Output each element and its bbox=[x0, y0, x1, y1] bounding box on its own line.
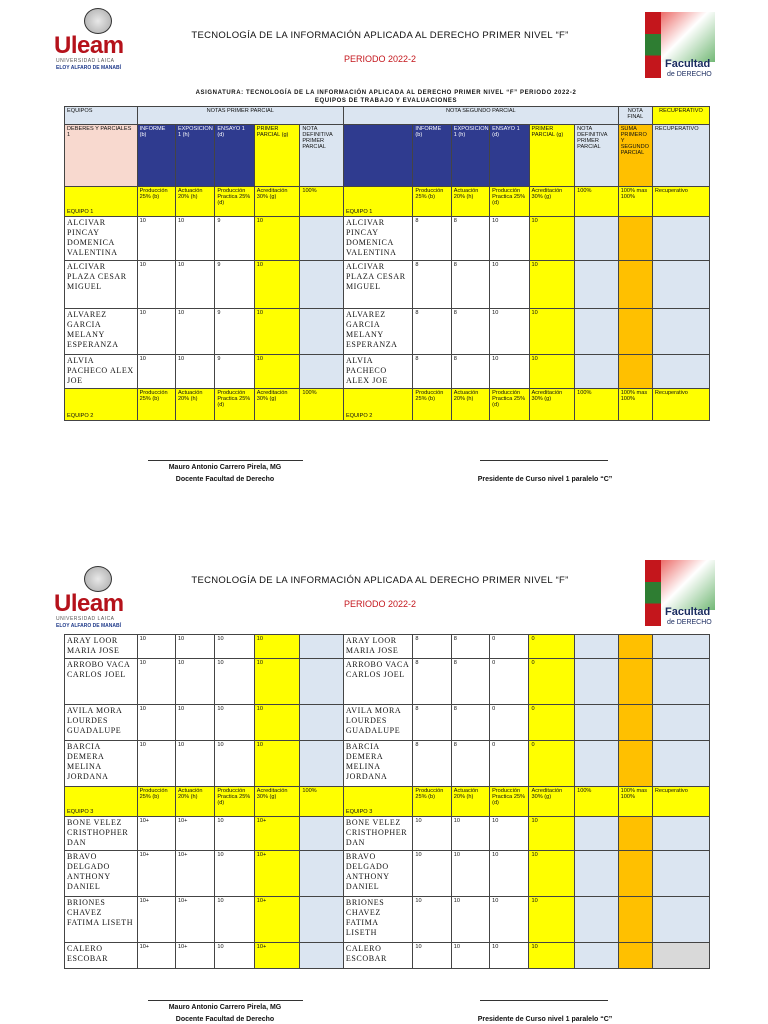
grade-cell: 10 bbox=[137, 355, 175, 389]
grade-cell: 0 bbox=[490, 705, 529, 741]
weight-cell: 100% bbox=[300, 389, 344, 421]
grade-cell: 10 bbox=[529, 217, 575, 261]
grade-cell bbox=[575, 741, 619, 787]
grade-cell: 10+ bbox=[254, 897, 300, 943]
grade-cell bbox=[652, 741, 709, 787]
col-informe-2: INFORME (b) bbox=[413, 125, 451, 187]
faculty-logo-image-icon bbox=[661, 12, 715, 62]
student-name: ARAY LOOR MARIA JOSE bbox=[343, 635, 412, 659]
grade-cell bbox=[652, 817, 709, 851]
grade-cell: 10 bbox=[175, 217, 214, 261]
grade-cell bbox=[575, 355, 619, 389]
subject-title: ASIGNATURA: TECNOLOGÍA DE LA INFORMACIÓN APLICADA AL DERECHO PRIMER NIVEL “F” PERIODO 2022-2 bbox=[195, 90, 577, 96]
grade-cell bbox=[618, 851, 652, 897]
weight-cell: Producción 25% (b) bbox=[137, 187, 175, 217]
grade-cell bbox=[652, 851, 709, 897]
student-name: ARROBO VACA CARLOS JOEL bbox=[65, 659, 138, 705]
grade-cell bbox=[652, 635, 709, 659]
grade-cell bbox=[575, 217, 619, 261]
grade-cell: 10 bbox=[490, 355, 529, 389]
grades-table-2 bbox=[64, 634, 710, 969]
grade-cell: 9 bbox=[215, 309, 254, 355]
col-notas-primer: NOTAS PRIMER PARCIAL bbox=[137, 107, 343, 125]
grade-cell: 10 bbox=[490, 897, 529, 943]
grade-cell: 10 bbox=[175, 741, 214, 787]
signature-left-name: Mauro Antonio Carrero Pirela, MG bbox=[168, 464, 282, 471]
grade-cell bbox=[618, 943, 652, 969]
weight-cell: 100% bbox=[575, 787, 619, 817]
grade-cell bbox=[300, 355, 344, 389]
university-seal-icon bbox=[84, 8, 112, 34]
document-period: PERIODO 2022-2 bbox=[343, 54, 417, 64]
grade-cell: 9 bbox=[215, 355, 254, 389]
grade-cell: 10+ bbox=[137, 817, 175, 851]
col-primer-parcial-2: PRIMER PARCIAL (g) bbox=[529, 125, 575, 187]
table-header-row bbox=[65, 107, 710, 125]
student-name: ARROBO VACA CARLOS JOEL bbox=[343, 659, 412, 705]
grade-cell: 10+ bbox=[175, 897, 214, 943]
faculty-logo-bars-icon bbox=[645, 560, 661, 626]
weight-cell: Acreditación 30% (g) bbox=[529, 389, 575, 421]
weight-cell: Producción Practica 25% (d) bbox=[490, 787, 529, 817]
grade-cell: 8 bbox=[413, 635, 451, 659]
col-nota-final: NOTA FINAL bbox=[618, 107, 652, 125]
grade-cell: 10 bbox=[451, 851, 489, 897]
weight-cell: 100% bbox=[575, 389, 619, 421]
grade-cell: 8 bbox=[451, 635, 489, 659]
document-page-1 bbox=[0, 0, 768, 500]
grade-cell: 10 bbox=[215, 851, 254, 897]
col-recuperativo: RECUPERATIVO bbox=[652, 125, 709, 187]
grade-cell: 10 bbox=[490, 943, 529, 969]
faculty-logo-text-2: de DERECHO bbox=[667, 619, 712, 626]
col-nota-definitiva-2: NOTA DEFINITIVA PRIMER PARCIAL bbox=[575, 125, 619, 187]
grade-cell: 10 bbox=[137, 741, 175, 787]
faculty-logo-image-icon bbox=[661, 560, 715, 610]
grade-cell: 8 bbox=[413, 659, 451, 705]
student-name: ALVAREZ GARCIA MELANY ESPERANZA bbox=[65, 309, 138, 355]
weights-row bbox=[65, 187, 710, 217]
faculty-logo bbox=[645, 12, 715, 82]
grade-cell: 10 bbox=[413, 817, 451, 851]
team-label: EQUIPO 3 bbox=[65, 787, 138, 817]
grade-cell bbox=[618, 217, 652, 261]
grade-cell bbox=[652, 705, 709, 741]
weight-cell: Actuación 20% (h) bbox=[175, 787, 214, 817]
grade-cell bbox=[618, 659, 652, 705]
student-name: BRIONES CHAVEZ FATIMA LISETH bbox=[343, 897, 412, 943]
grade-cell bbox=[300, 897, 344, 943]
weight-cell: Producción 25% (b) bbox=[137, 787, 175, 817]
weights-row bbox=[65, 389, 710, 421]
faculty-logo bbox=[645, 560, 715, 630]
signature-right-role: Presidente de Curso nivel 1 paralelo “C” bbox=[477, 1016, 613, 1023]
grade-cell: 10 bbox=[529, 309, 575, 355]
grade-cell: 10 bbox=[137, 261, 175, 309]
weight-cell: Producción Practica 25% (d) bbox=[490, 389, 529, 421]
student-name: BRAVO DELGADO ANTHONY DANIEL bbox=[343, 851, 412, 897]
uleam-logo-text: Uleam bbox=[54, 590, 124, 617]
student-name: ALCIVAR PINCAY DOMENICA VALENTINA bbox=[343, 217, 412, 261]
student-name: BONE VELEZ CRISTHOPHER DAN bbox=[65, 817, 138, 851]
grade-cell: 10 bbox=[529, 897, 575, 943]
grade-cell: 10 bbox=[451, 897, 489, 943]
grade-cell bbox=[618, 897, 652, 943]
grade-cell bbox=[300, 705, 344, 741]
student-name: CALERO ESCOBAR bbox=[65, 943, 138, 969]
university-seal-icon bbox=[84, 566, 112, 592]
weight-cell: 100% mas 100% bbox=[618, 187, 652, 217]
grade-cell bbox=[618, 705, 652, 741]
table-row bbox=[65, 851, 710, 897]
grade-cell: 8 bbox=[413, 741, 451, 787]
grade-cell bbox=[652, 217, 709, 261]
table-row bbox=[65, 741, 710, 787]
grade-cell: 8 bbox=[413, 261, 451, 309]
student-name: BRAVO DELGADO ANTHONY DANIEL bbox=[65, 851, 138, 897]
grade-cell bbox=[575, 659, 619, 705]
grade-cell: 10+ bbox=[175, 943, 214, 969]
weight-cell: Producción 25% (b) bbox=[413, 787, 451, 817]
grade-cell: 10 bbox=[490, 817, 529, 851]
col-nota-segundo: NOTA SEGUNDO PARCIAL bbox=[343, 107, 618, 125]
uleam-logo-subtitle: UNIVERSIDAD LAICA bbox=[56, 616, 115, 622]
grade-cell bbox=[652, 309, 709, 355]
table-row bbox=[65, 217, 710, 261]
grade-cell: 10 bbox=[175, 355, 214, 389]
grade-cell: 10 bbox=[254, 659, 300, 705]
student-name: ALVIA PACHECO ALEX JOE bbox=[343, 355, 412, 389]
document-title: TECNOLOGÍA DE LA INFORMACIÓN APLICADA AL DERECHO PRIMER NIVEL “F” bbox=[191, 575, 569, 586]
grade-cell: 8 bbox=[451, 261, 489, 309]
grade-cell: 10 bbox=[175, 309, 214, 355]
grade-cell: 8 bbox=[451, 309, 489, 355]
signature-left-name: Mauro Antonio Carrero Pirela, MG bbox=[168, 1004, 282, 1011]
grade-cell: 10 bbox=[175, 261, 214, 309]
grade-cell: 0 bbox=[490, 659, 529, 705]
student-name: ALCIVAR PLAZA CESAR MIGUEL bbox=[65, 261, 138, 309]
signature-left-role: Docente Facultad de Derecho bbox=[175, 476, 275, 483]
grade-cell: 8 bbox=[451, 705, 489, 741]
grade-cell bbox=[618, 309, 652, 355]
grade-cell: 8 bbox=[451, 741, 489, 787]
grade-cell: 10 bbox=[490, 851, 529, 897]
grade-cell: 10 bbox=[254, 261, 300, 309]
team-label: EQUIPO 2 bbox=[343, 389, 412, 421]
weight-cell: Actuación 20% (h) bbox=[175, 187, 214, 217]
col-exposicion-2: EXPOSICION 1 (h) bbox=[451, 125, 489, 187]
table-row bbox=[65, 659, 710, 705]
grade-cell: 10 bbox=[215, 741, 254, 787]
col-primer-parcial: PRIMER PARCIAL (g) bbox=[254, 125, 300, 187]
col-nota-definitiva: NOTA DEFINITIVA PRIMER PARCIAL bbox=[300, 125, 344, 187]
team-label: EQUIPO 1 bbox=[65, 187, 138, 217]
team-label: EQUIPO 2 bbox=[65, 389, 138, 421]
weight-cell: Acreditación 30% (g) bbox=[254, 389, 300, 421]
table-row bbox=[65, 261, 710, 309]
grade-cell: 8 bbox=[413, 217, 451, 261]
weight-cell: Recuperativo bbox=[652, 787, 709, 817]
grade-cell: 8 bbox=[451, 659, 489, 705]
grade-cell: 10 bbox=[137, 705, 175, 741]
grade-cell: 10 bbox=[254, 309, 300, 355]
grade-cell: 10 bbox=[529, 943, 575, 969]
grade-cell bbox=[575, 897, 619, 943]
grade-cell bbox=[300, 217, 344, 261]
weight-cell: Acreditación 30% (g) bbox=[529, 187, 575, 217]
grade-cell: 0 bbox=[490, 635, 529, 659]
grade-cell bbox=[618, 741, 652, 787]
grade-cell: 10 bbox=[413, 897, 451, 943]
grade-cell: 8 bbox=[451, 217, 489, 261]
weight-cell: Producción Practica 25% (d) bbox=[490, 187, 529, 217]
weight-cell: 100% bbox=[575, 187, 619, 217]
grade-cell: 10 bbox=[175, 635, 214, 659]
grade-cell: 8 bbox=[413, 309, 451, 355]
grade-cell: 10 bbox=[529, 261, 575, 309]
student-name: BARCIA DEMERA MELINA JORDANA bbox=[343, 741, 412, 787]
grade-cell bbox=[618, 817, 652, 851]
uleam-logo-subtitle-2: ELOY ALFARO DE MANABÍ bbox=[56, 623, 122, 629]
table-row bbox=[65, 635, 710, 659]
weight-cell: Recuperativo bbox=[652, 187, 709, 217]
grade-cell bbox=[652, 897, 709, 943]
grade-cell: 10 bbox=[490, 261, 529, 309]
weight-cell: Producción Practica 25% (d) bbox=[215, 187, 254, 217]
grade-cell: 10 bbox=[137, 635, 175, 659]
col-recuperativo-top: RECUPERATIVO bbox=[652, 107, 709, 125]
document-title: TECNOLOGÍA DE LA INFORMACIÓN APLICADA AL DERECHO PRIMER NIVEL “F” bbox=[191, 30, 569, 41]
student-name: BRIONES CHAVEZ FATIMA LISETH bbox=[65, 897, 138, 943]
weight-cell: Producción 25% (b) bbox=[137, 389, 175, 421]
grade-cell: 10 bbox=[215, 659, 254, 705]
weight-cell: Acreditación 30% (g) bbox=[254, 787, 300, 817]
faculty-logo-text: Facultad bbox=[665, 58, 711, 70]
signature-right-role: Presidente de Curso nivel 1 paralelo “C” bbox=[477, 476, 613, 483]
grade-cell: 10 bbox=[451, 817, 489, 851]
grade-cell: 10 bbox=[175, 705, 214, 741]
grade-cell: 10 bbox=[215, 897, 254, 943]
grade-cell: 10 bbox=[529, 851, 575, 897]
signature-line-right bbox=[480, 1000, 608, 1001]
grade-cell: 9 bbox=[215, 261, 254, 309]
signature-line-right bbox=[480, 460, 608, 461]
grade-cell: 10 bbox=[490, 217, 529, 261]
weight-cell: 100% bbox=[300, 187, 344, 217]
student-name: BONE VELEZ CRISTHOPHER DAN bbox=[343, 817, 412, 851]
grade-cell: 10 bbox=[451, 943, 489, 969]
grade-cell: 0 bbox=[529, 741, 575, 787]
grade-cell: 10+ bbox=[254, 943, 300, 969]
table-row bbox=[65, 705, 710, 741]
table-row bbox=[65, 309, 710, 355]
grade-cell: 8 bbox=[451, 355, 489, 389]
student-name: ALCIVAR PLAZA CESAR MIGUEL bbox=[343, 261, 412, 309]
grade-cell bbox=[575, 817, 619, 851]
team-label: EQUIPO 1 bbox=[343, 187, 412, 217]
uleam-logo bbox=[54, 566, 146, 632]
grade-cell: 8 bbox=[413, 355, 451, 389]
weight-cell: Actuación 20% (h) bbox=[175, 389, 214, 421]
grade-cell: 0 bbox=[529, 635, 575, 659]
grade-cell bbox=[575, 705, 619, 741]
col-equipos: EQUIPOS bbox=[65, 107, 138, 125]
col-ensayo-2: ENSAYO 1 (d) bbox=[490, 125, 529, 187]
weight-cell: Producción Practica 25% (d) bbox=[215, 787, 254, 817]
grade-cell: 10+ bbox=[175, 817, 214, 851]
grade-cell: 10 bbox=[254, 741, 300, 787]
grade-cell: 10 bbox=[175, 659, 214, 705]
col-suma: SUMA PRIMERO Y SEGUNDO PARCIAL bbox=[618, 125, 652, 187]
faculty-logo-text-2: de DERECHO bbox=[667, 71, 712, 78]
document-period: PERIODO 2022-2 bbox=[343, 599, 417, 609]
col-ensayo: ENSAYO 1 (d) bbox=[215, 125, 254, 187]
uleam-logo-text: Uleam bbox=[54, 32, 124, 59]
grade-cell: 10 bbox=[137, 309, 175, 355]
weight-cell: Producción 25% (b) bbox=[413, 187, 451, 217]
grade-cell bbox=[618, 261, 652, 309]
grade-cell bbox=[300, 261, 344, 309]
grade-cell: 10+ bbox=[137, 943, 175, 969]
grade-cell: 10+ bbox=[137, 897, 175, 943]
document-page-2 bbox=[0, 560, 768, 1024]
grade-cell: 10+ bbox=[254, 851, 300, 897]
col-deberes: DEBERES Y PARCIALES 1 bbox=[65, 125, 138, 187]
weight-cell: 100% bbox=[300, 787, 344, 817]
col-exposicion: EXPOSICION 1 (h) bbox=[175, 125, 214, 187]
grade-cell: 10 bbox=[215, 817, 254, 851]
faculty-logo-text: Facultad bbox=[665, 606, 711, 618]
grade-cell: 10 bbox=[254, 705, 300, 741]
grade-cell bbox=[652, 355, 709, 389]
grade-cell bbox=[575, 309, 619, 355]
grade-cell: 0 bbox=[529, 659, 575, 705]
grade-cell bbox=[618, 355, 652, 389]
student-name: ALVIA PACHECO ALEX JOE bbox=[65, 355, 138, 389]
weight-cell: 100% mas 100% bbox=[618, 787, 652, 817]
table-row bbox=[65, 817, 710, 851]
grade-cell: 10 bbox=[215, 705, 254, 741]
signature-line-left bbox=[148, 1000, 303, 1001]
table-subheader-row bbox=[65, 125, 710, 187]
grade-cell: 0 bbox=[529, 705, 575, 741]
grade-cell: 10+ bbox=[254, 817, 300, 851]
weight-cell: Actuación 20% (h) bbox=[451, 787, 489, 817]
table-row bbox=[65, 943, 710, 969]
grade-cell: 9 bbox=[215, 217, 254, 261]
grade-cell bbox=[652, 261, 709, 309]
grades-table bbox=[64, 106, 710, 421]
weight-cell: Producción 25% (b) bbox=[413, 389, 451, 421]
grade-cell: 10 bbox=[254, 217, 300, 261]
weights-row bbox=[65, 787, 710, 817]
col-empty bbox=[343, 125, 412, 187]
weight-cell: Producción Practica 25% (d) bbox=[215, 389, 254, 421]
grade-cell: 10+ bbox=[137, 851, 175, 897]
grade-cell: 10 bbox=[529, 817, 575, 851]
student-name: ALCIVAR PINCAY DOMENICA VALENTINA bbox=[65, 217, 138, 261]
grade-cell bbox=[300, 659, 344, 705]
grade-cell: 10 bbox=[413, 943, 451, 969]
grade-cell bbox=[652, 659, 709, 705]
grade-cell bbox=[300, 851, 344, 897]
grade-cell: 10 bbox=[254, 635, 300, 659]
student-name: ARAY LOOR MARIA JOSE bbox=[65, 635, 138, 659]
table-row bbox=[65, 897, 710, 943]
grade-cell bbox=[300, 741, 344, 787]
grade-cell: 10 bbox=[137, 217, 175, 261]
grade-cell bbox=[575, 261, 619, 309]
uleam-logo bbox=[54, 8, 146, 74]
student-name: AVILA MORA LOURDES GUADALUPE bbox=[65, 705, 138, 741]
signature-line-left bbox=[148, 460, 303, 461]
faculty-logo-bars-icon bbox=[645, 12, 661, 78]
student-name: ALVAREZ GARCIA MELANY ESPERANZA bbox=[343, 309, 412, 355]
subject-subtitle: EQUIPOS DE TRABAJO Y EVALUACIONES bbox=[314, 98, 458, 104]
grade-cell: 10 bbox=[215, 943, 254, 969]
grade-cell bbox=[300, 943, 344, 969]
grade-cell bbox=[300, 635, 344, 659]
table-row bbox=[65, 355, 710, 389]
grade-cell bbox=[300, 817, 344, 851]
grade-cell bbox=[575, 635, 619, 659]
weight-cell: Acreditación 30% (g) bbox=[254, 187, 300, 217]
grade-cell: 10 bbox=[215, 635, 254, 659]
grade-cell: 10 bbox=[529, 355, 575, 389]
grade-cell: 8 bbox=[413, 705, 451, 741]
grade-cell: 10 bbox=[254, 355, 300, 389]
student-name: BARCIA DEMERA MELINA JORDANA bbox=[65, 741, 138, 787]
weight-cell: Recuperativo bbox=[652, 389, 709, 421]
grade-cell bbox=[575, 851, 619, 897]
weight-cell: Actuación 20% (h) bbox=[451, 187, 489, 217]
grade-cell: 10 bbox=[490, 309, 529, 355]
grade-cell bbox=[652, 943, 709, 969]
grade-cell: 10 bbox=[413, 851, 451, 897]
weight-cell: Actuación 20% (h) bbox=[451, 389, 489, 421]
col-informe: INFORME (b) bbox=[137, 125, 175, 187]
signature-left-role: Docente Facultad de Derecho bbox=[175, 1016, 275, 1023]
grade-cell bbox=[300, 309, 344, 355]
grade-cell: 0 bbox=[490, 741, 529, 787]
grade-cell: 10 bbox=[137, 659, 175, 705]
team-label: EQUIPO 3 bbox=[343, 787, 412, 817]
weight-cell: 100% mas 100% bbox=[618, 389, 652, 421]
student-name: CALERO ESCOBAR bbox=[343, 943, 412, 969]
weight-cell: Acreditación 30% (g) bbox=[529, 787, 575, 817]
uleam-logo-subtitle: UNIVERSIDAD LAICA bbox=[56, 58, 115, 64]
grade-cell: 10+ bbox=[175, 851, 214, 897]
student-name: AVILA MORA LOURDES GUADALUPE bbox=[343, 705, 412, 741]
grade-cell bbox=[618, 635, 652, 659]
uleam-logo-subtitle-2: ELOY ALFARO DE MANABÍ bbox=[56, 65, 122, 71]
grade-cell bbox=[575, 943, 619, 969]
